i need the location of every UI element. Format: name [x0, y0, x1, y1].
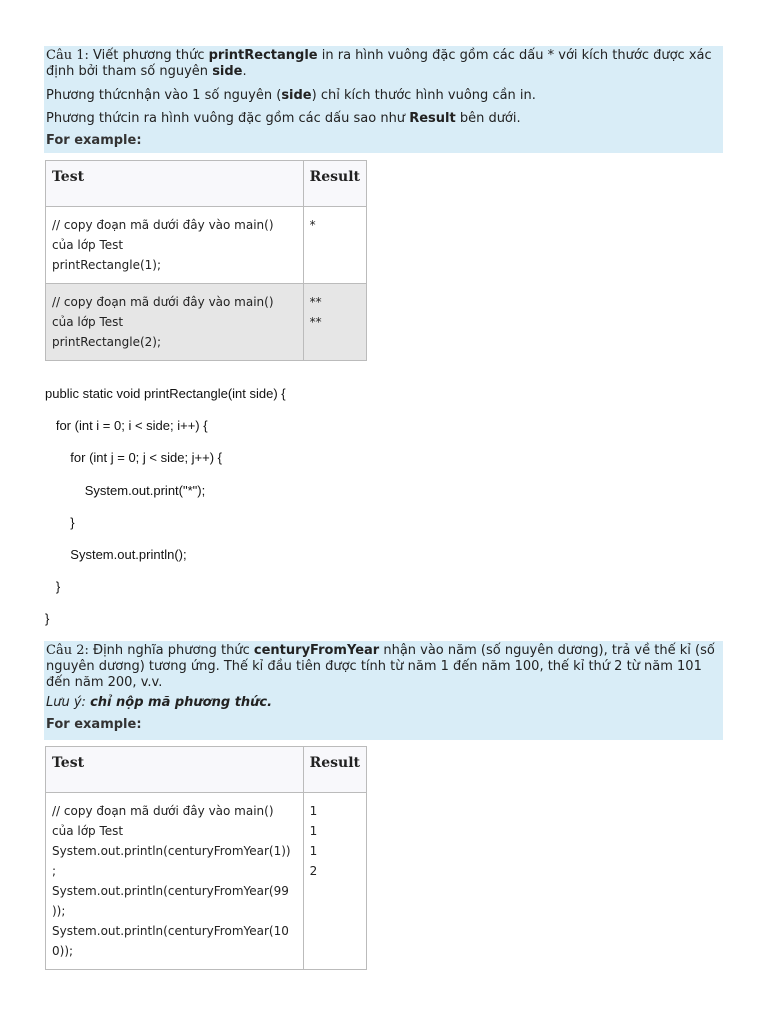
test-cell: // copy đoạn mã dưới đây vào main() của lớp Test printRectangle(1);	[46, 207, 304, 284]
table-row	[46, 793, 367, 970]
table-header-row	[46, 747, 367, 793]
question-1-text: Câu 1: Viết phương thức printRectangle in ra hình vuông đặc gồm các dấu * với kích thước được xác định bởi tham số nguyên side.	[46, 48, 712, 79]
method-name: centuryFromYear	[253, 643, 380, 658]
code-line: for (int j = 0; j < side; j++) {	[45, 450, 223, 466]
test-cell: // copy đoạn mã dưới đây vào main() của lớp Test printRectangle(2);	[46, 284, 304, 361]
result-cell: 1 1 1 2	[303, 793, 366, 970]
header-test: Test	[46, 161, 304, 207]
result-cell: *	[303, 207, 366, 284]
code-line: System.out.println();	[45, 546, 187, 562]
question-1-label: Câu 1:	[46, 48, 89, 63]
example-heading: For example:	[46, 717, 142, 732]
code-line: System.out.print("*");	[45, 482, 206, 498]
header-test: Test	[46, 747, 304, 793]
example-heading: For example:	[46, 133, 142, 148]
question-2-note: Lưu ý: chỉ nộp mã phương thức.	[46, 695, 273, 710]
code-block	[45, 382, 286, 640]
question-1-box	[44, 46, 723, 153]
example-table-1	[45, 160, 367, 361]
method-name: printRectangle	[208, 48, 318, 63]
question-2-label: Câu 2:	[46, 643, 89, 658]
code-line: }	[45, 611, 50, 627]
question-2-box	[44, 641, 723, 740]
table-row	[46, 284, 367, 361]
code-line: }	[45, 579, 61, 595]
question-1-param-text: Phương thứcnhận vào 1 số nguyên (side) chỉ kích thước hình vuông cần in.	[46, 88, 536, 103]
code-line: public static void printRectangle(int side) {	[45, 386, 286, 401]
code-line: }	[45, 514, 75, 530]
example-table-2	[45, 746, 367, 970]
code-line: for (int i = 0; i < side; i++) {	[45, 418, 208, 434]
table-header-row	[46, 161, 367, 207]
header-result: Result	[303, 747, 366, 793]
result-cell: ** **	[303, 284, 366, 361]
question-2-text: Câu 2: Định nghĩa phương thức centuryFromYear nhận vào năm (số nguyên dương), trả về thế kỉ (số nguyên dương) tương ứng. Thế kỉ đầu tiên được tính từ năm 1 đến năm 100, thế kỉ thứ 2 từ năm 101 đến năm 200, v.v.	[46, 643, 715, 690]
table-row	[46, 207, 367, 284]
test-cell: // copy đoạn mã dưới đây vào main() của lớp Test System.out.println(centuryFromYear(1)) ; System.out.println(centuryFromYear(99 )); System.out.println(centuryFromYear(10 0));	[46, 793, 304, 970]
header-result: Result	[303, 161, 366, 207]
question-1-output-text: Phương thứcin ra hình vuông đặc gồm các dấu sao như Result bên dưới.	[46, 111, 521, 126]
